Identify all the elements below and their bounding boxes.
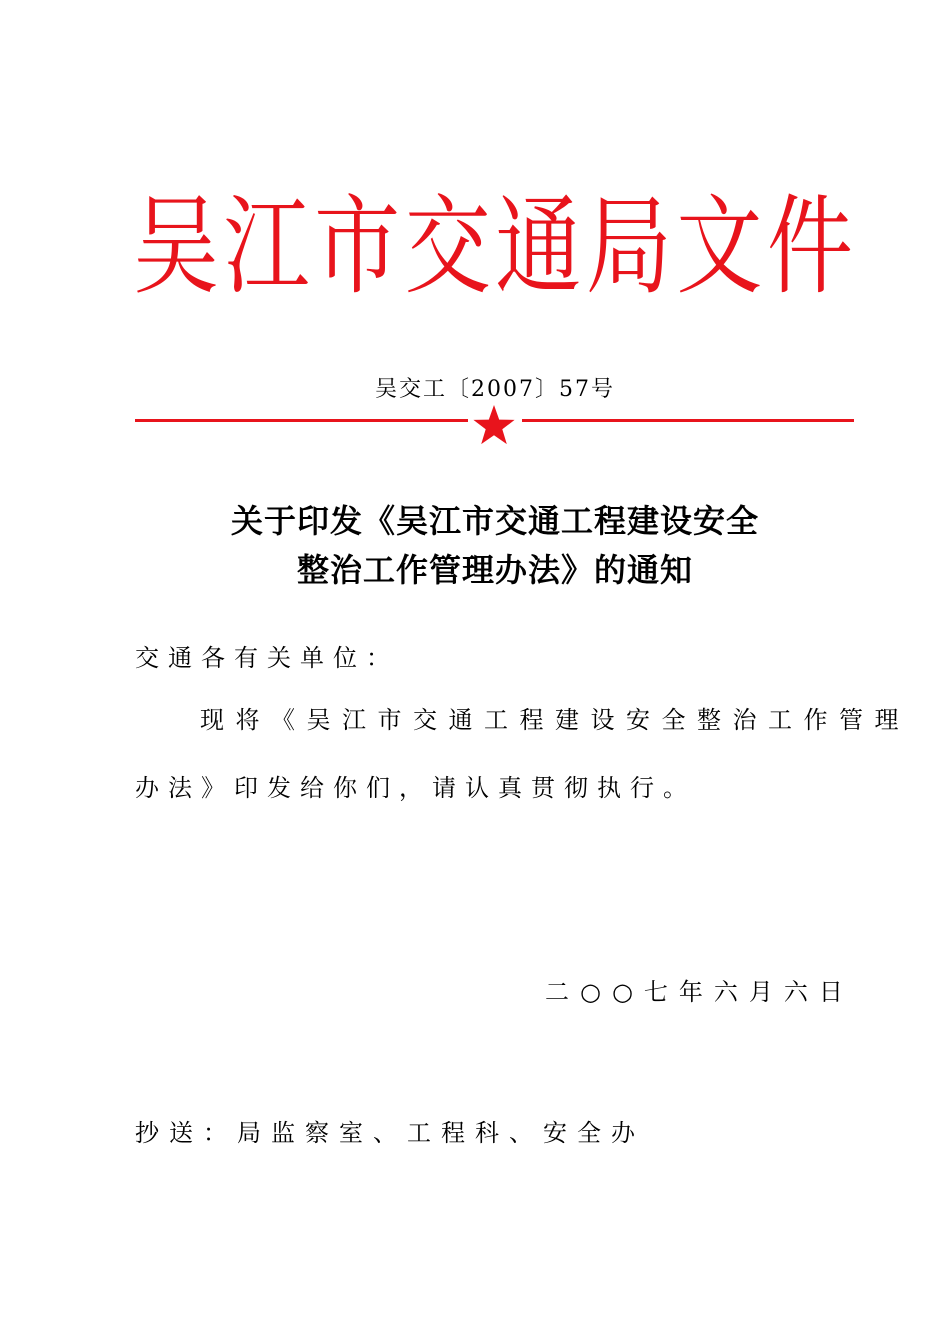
masthead-char: 局 (585, 184, 672, 310)
notice-title-line-2: 整治工作管理办法》的通知 (296, 551, 693, 589)
red-divider-left (135, 419, 468, 422)
cc-recipients: 抄送：局监察室、工程科、安全办 (135, 1119, 645, 1147)
body-paragraph-line-1: 现将《吴江市交通工程建设安全整治工作管理 (200, 706, 910, 734)
document-number: 吴交工〔2007〕57号 (375, 377, 615, 402)
masthead-char: 市 (314, 184, 401, 310)
masthead-char: 交 (404, 184, 491, 310)
masthead-char: 件 (766, 184, 853, 310)
masthead-char: 江 (223, 184, 310, 310)
body-paragraph-line-2: 办法》印发给你们，请认真贯彻执行。 (135, 774, 696, 802)
notice-title-line-1: 关于印发《吴江市交通工程建设安全 (230, 502, 759, 540)
red-divider-right (522, 419, 854, 422)
masthead-char: 文 (676, 184, 763, 310)
salutation: 交通各有关单位： (135, 644, 399, 672)
star-icon (472, 404, 516, 446)
masthead-char: 通 (495, 184, 582, 310)
masthead-char: 吴 (133, 184, 219, 310)
issue-date: 二○○七年六月六日 (545, 978, 854, 1006)
masthead-title (133, 166, 853, 329)
